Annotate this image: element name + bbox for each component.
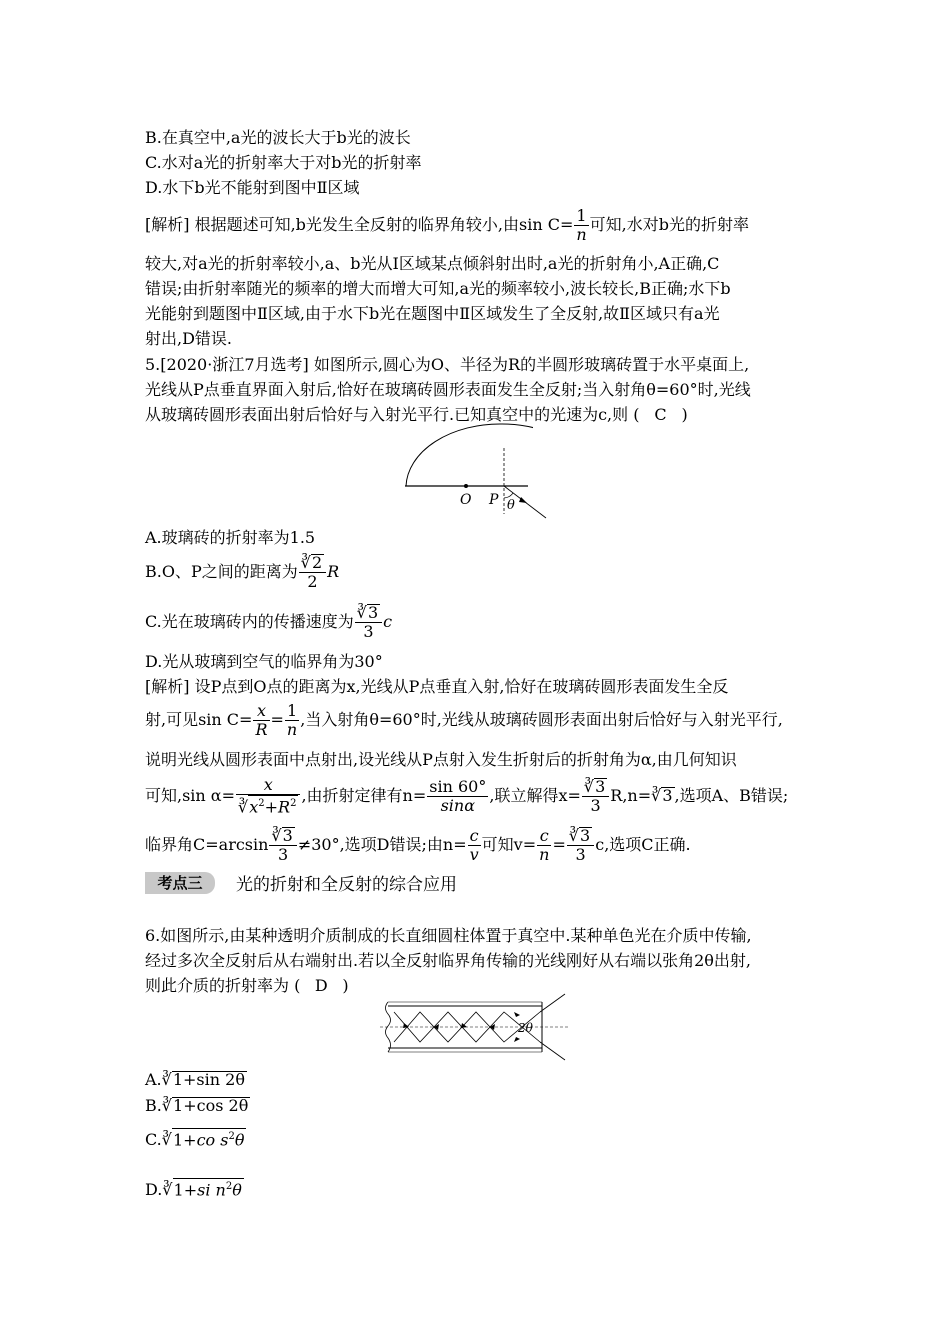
q5-analysis-line5: 临界角C=arcsin $\frac{∛3}{3}$ ≠30°,选项D错误;由n= $\frac{c}{v}$ 可知v= $\frac{c}{n}$ = $\frac{∛3}{3}$ c,选项C正确. — [145, 826, 691, 864]
q6-stem-line3: 则此介质的折射率为 ( D ) — [145, 976, 349, 995]
q5-option-b: B.O、P之间的距离为 $\frac{∛2}{2}$ R — [145, 553, 340, 591]
q5-stem-line1: 5.[2020·浙江7月选考] 如图所示,圆心为O、半径为R的半圆形玻璃砖置于水平桌面上, — [145, 355, 750, 374]
q5-analysis-line1: [解析] 设P点到O点的距离为x,光线从P点垂直入射,恰好在玻璃砖圆形表面发生全反 — [145, 677, 729, 696]
q5-label-theta: θ — [507, 498, 515, 513]
q5-answer: C — [654, 405, 667, 424]
q4-analysis-line2: 较大,对a光的折射率较小,a、b光从Ⅰ区域某点倾斜射出时,a光的折射角小,A正确,C — [145, 254, 720, 273]
q5-center-dot — [464, 484, 468, 488]
q5-label-p: P — [489, 492, 499, 508]
q4-analysis-line4: 光能射到题图中Ⅱ区域,由于水下b光在题图中Ⅱ区域发生了全反射,故Ⅱ区域只有a光 — [145, 304, 720, 323]
q4-option-d: D.水下b光不能射到图中Ⅱ区域 — [145, 178, 360, 197]
q6-stem-line2: 经过多次全反射后从右端射出.若以全反射临界角传输的光线刚好从右端以张角2θ出射, — [145, 951, 751, 970]
q5-option-a: A.玻璃砖的折射率为1.5 — [145, 528, 316, 547]
section-title: 光的折射和全反射的综合应用 — [236, 875, 457, 895]
q5-option-d: D.光从玻璃到空气的临界角为30° — [145, 652, 383, 671]
q6-exit-ray-top — [540, 994, 565, 1012]
q6-option-a: A.∛1+sin 2θ — [145, 1070, 245, 1089]
q5-arc — [406, 424, 502, 486]
q5-stem-line2: 光线从P点垂直界面入射后,恰好在玻璃砖圆形表面发生全反射;当入射角θ=60°时,光线 — [145, 380, 751, 399]
section-badge: 考点三 — [145, 872, 215, 894]
q5-analysis-line3: 说明光线从圆形表面中点射出,设光线从P点射入发生折射后的折射角为α,由几何知识 — [145, 750, 737, 769]
q4-analysis-line5: 射出,D错误. — [145, 329, 233, 348]
q6-cylinder-figure — [380, 992, 570, 1062]
q5-analysis-line4: 可知,sin α= $\frac{x}{∛x^2+R^2}$ ,由折射定律有n= $\frac{\sin 60^\circ}{\sin\alpha}$ ,联立解得x= $\frac{∛3}{3}$ R,n=∛3 ,选项A、B错误; — [145, 775, 789, 817]
q6-option-d: D.∛1+si $n^2\theta$ — [145, 1174, 244, 1206]
q6-exit-ray-bottom — [540, 1042, 565, 1060]
q6-answer: D — [314, 976, 328, 995]
q5-label-o: O — [460, 492, 472, 508]
q5-option-c: C.光在玻璃砖内的传播速度为 $\frac{∛3}{3}$ c — [145, 603, 393, 641]
q5-stem-line3: 从玻璃砖圆形表面出射后恰好与入射光平行.已知真空中的光速为c,则 ( C ) — [145, 405, 688, 424]
q6-option-b: B.∛1+cos 2θ — [145, 1096, 249, 1115]
q4-option-b: B.在真空中,a光的波长大于b光的波长 — [145, 128, 411, 147]
q6-stem-line1: 6.如图所示,由某种透明介质制成的长直细圆柱体置于真空中.某种单色光在介质中传输, — [145, 926, 752, 945]
q5-semicircle-figure — [400, 418, 550, 520]
q6-angle-label: 2θ — [518, 1021, 533, 1035]
q5-analysis-line2: 射,可见sin C= $\frac{x}{R}$ = $\frac{1}{n}$ ,当入射角θ=60°时,光线从玻璃砖圆形表面出射后恰好与入射光平行, — [145, 701, 783, 739]
q6-option-c: C.∛1+co $s^2\theta$ — [145, 1124, 246, 1156]
q4-option-c: C.水对a光的折射率大于对b光的折射率 — [145, 153, 422, 172]
q4-analysis-line3: 错误;由折射率随光的频率的增大而增大可知,a光的频率较小,波长较长,B正确;水下b — [145, 279, 731, 298]
q4-analysis-line1: [解析] 根据题述可知,b光发生全反射的临界角较小,由sin C= $\frac{1}{n}$ 可知,水对b光的折射率 — [145, 206, 750, 244]
